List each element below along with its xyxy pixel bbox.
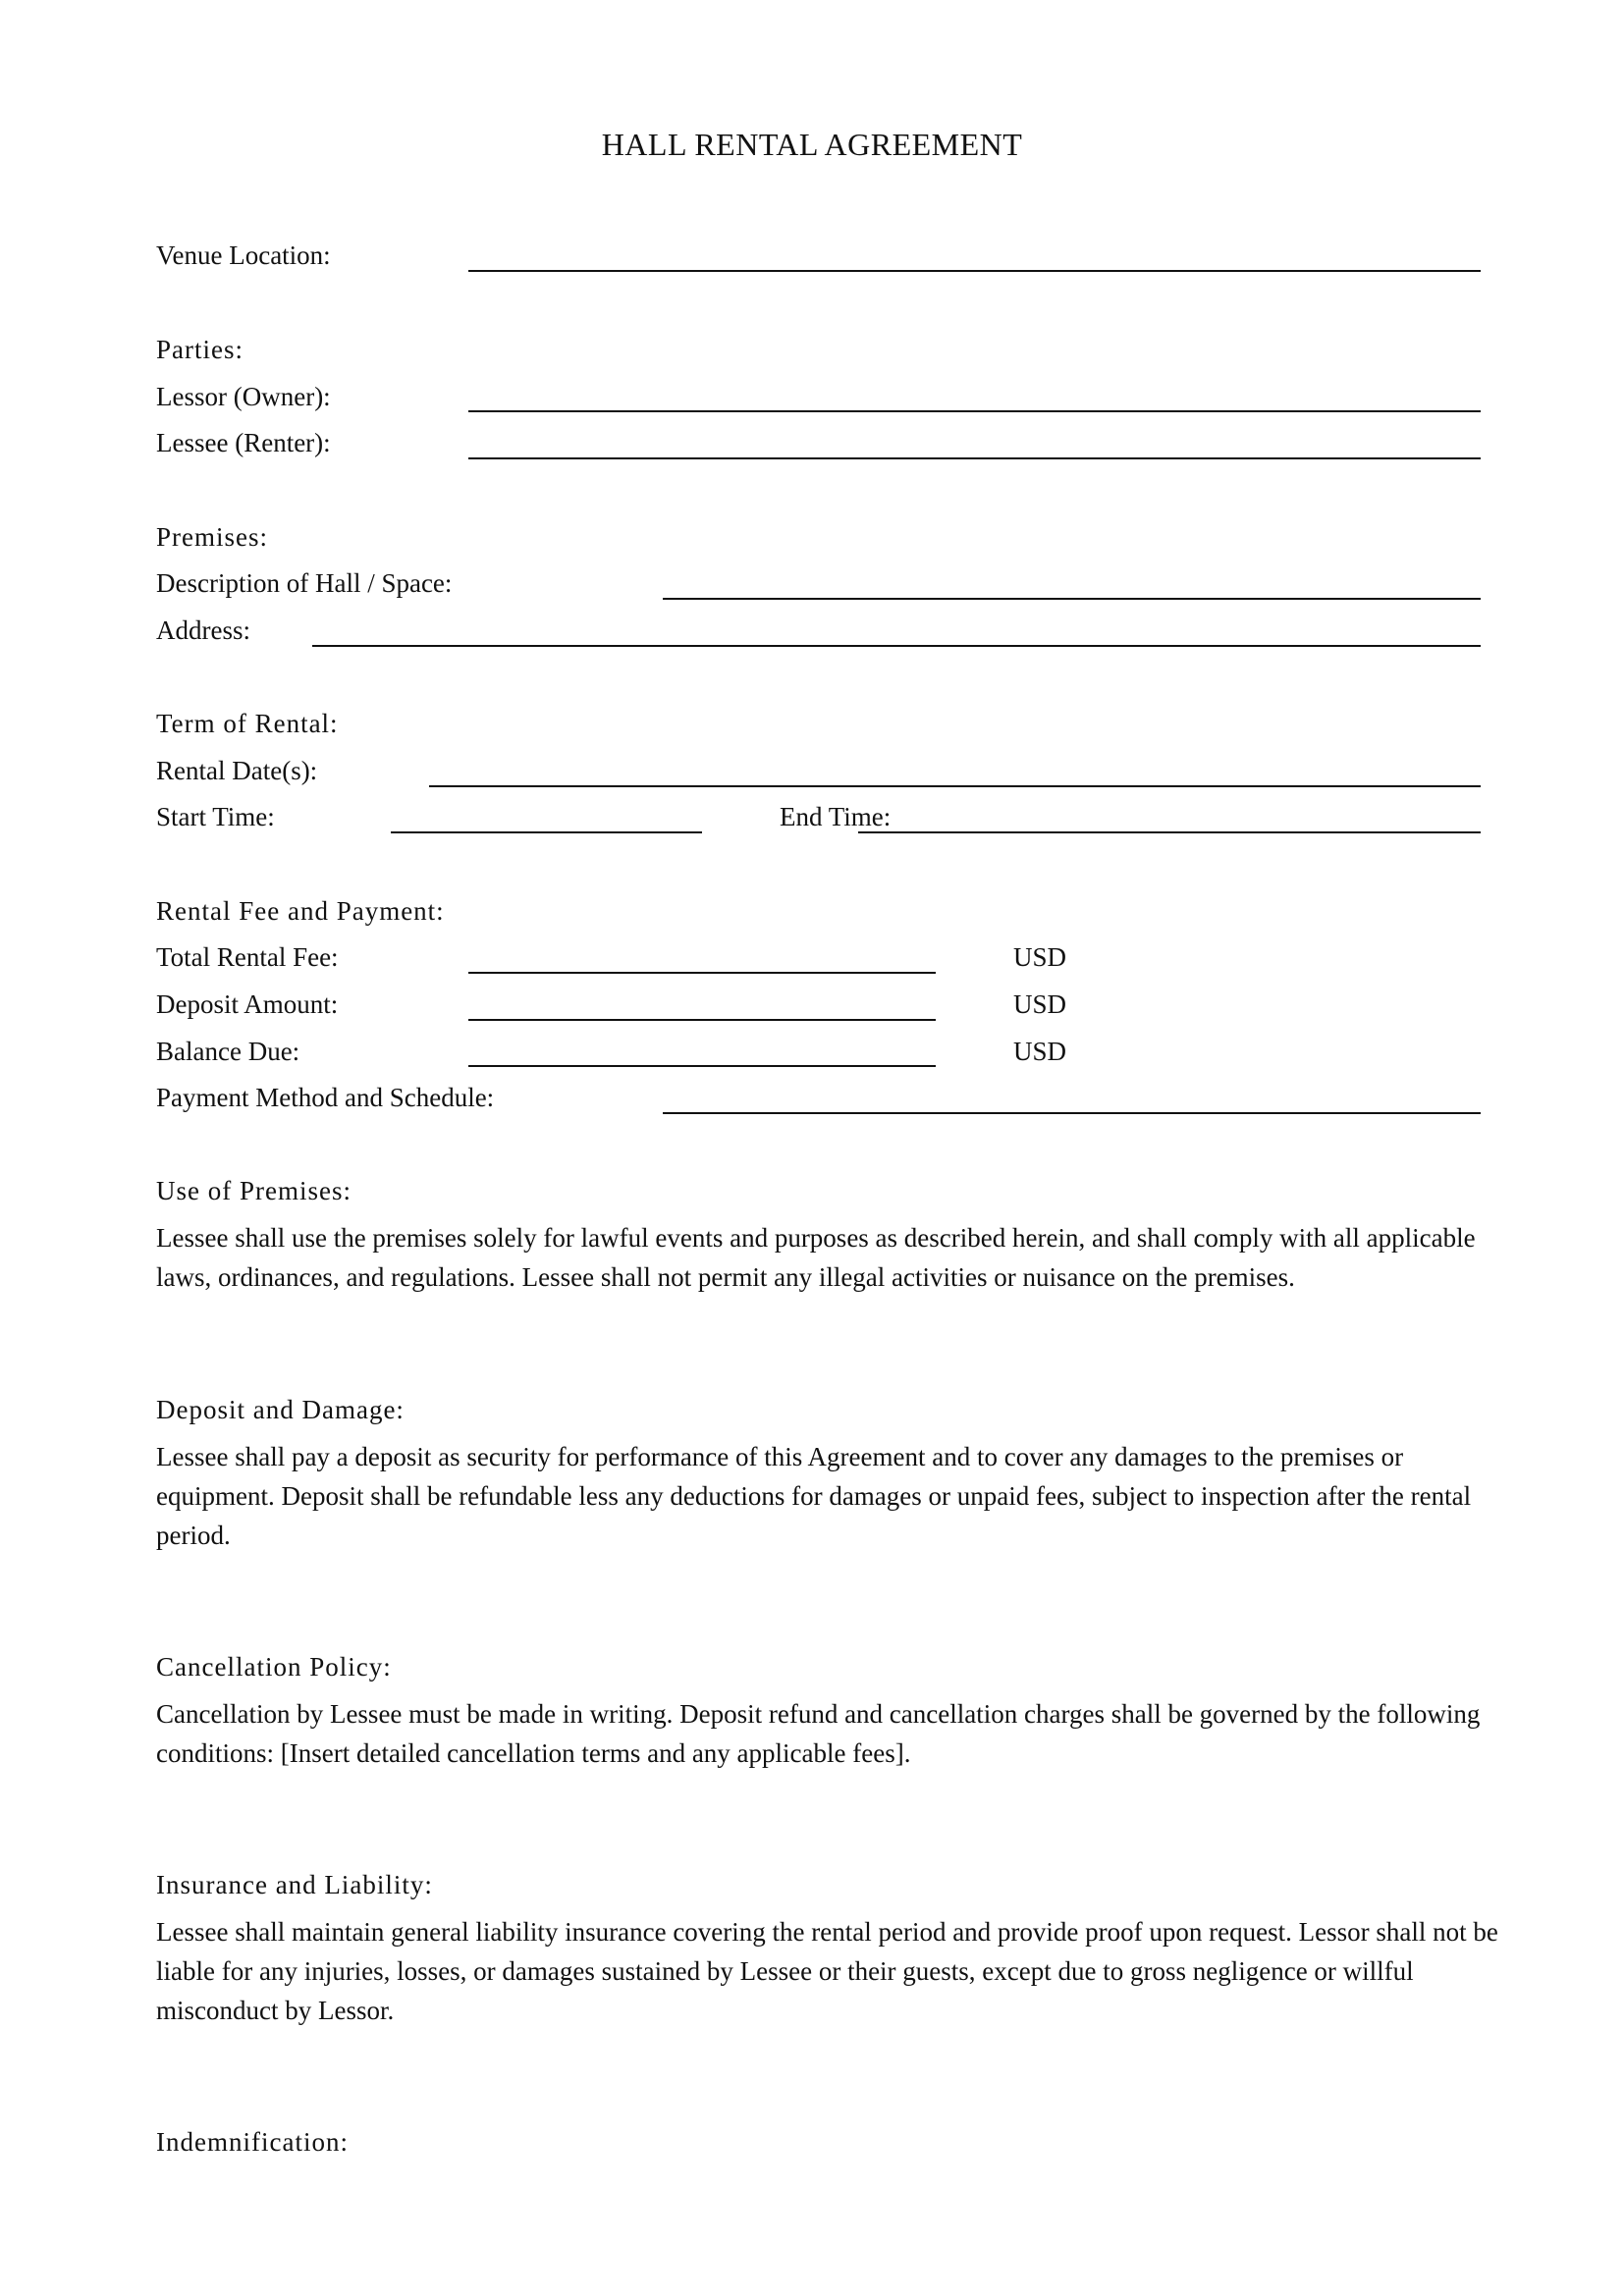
start-time-label: Start Time: — [156, 802, 275, 831]
end-time-field[interactable] — [858, 831, 1481, 833]
use-paragraph: Lessee shall use the premises solely for lawful events and purposes as described herein, and shall comply with all applicable laws, ordinances, and regulations. Lessee shall not permit any illegal activities or nuisance on the premises. — [156, 1223, 1476, 1292]
deposit-amount-label: Deposit Amount: — [156, 989, 339, 1019]
total-fee-currency: USD — [1013, 942, 1067, 972]
lessor-field[interactable] — [468, 410, 1481, 412]
deposit-heading: Deposit and Damage: — [156, 1395, 405, 1424]
balance-due-label: Balance Due: — [156, 1037, 300, 1066]
term-heading: Term of Rental: — [156, 709, 339, 738]
total-fee-field[interactable] — [468, 972, 936, 974]
insurance-heading: Insurance and Liability: — [156, 1870, 433, 1899]
parties-heading: Parties: — [156, 335, 244, 364]
lessor-label: Lessor (Owner): — [156, 382, 331, 411]
address-field[interactable] — [312, 645, 1481, 647]
insurance-paragraph: Lessee shall maintain general liability insurance covering the rental period and provide proof upon request. Lessor shall not be liable for any injuries, losses, or damages sustained by Lessee or their guests, except due to gross negligence or willful misconduct by Lessor. — [156, 1917, 1498, 2025]
total-fee-label: Total Rental Fee: — [156, 942, 339, 972]
venue-location-field[interactable] — [468, 270, 1481, 272]
fees-heading: Rental Fee and Payment: — [156, 896, 445, 926]
balance-due-field[interactable] — [468, 1065, 936, 1067]
address-label: Address: — [156, 615, 250, 645]
deposit-paragraph: Lessee shall pay a deposit as security for performance of this Agreement and to cover any damages to the premises or equipment. Deposit shall be refundable less any deductions for damages or unpaid fees, subject to inspection after the rental period. — [156, 1442, 1472, 1550]
rental-dates-field[interactable] — [429, 785, 1481, 787]
balance-due-currency: USD — [1013, 1037, 1067, 1066]
rental-dates-label: Rental Date(s): — [156, 756, 318, 785]
end-time-label: End Time: — [780, 802, 892, 831]
cancellation-heading: Cancellation Policy: — [156, 1652, 392, 1682]
indemnification-heading: Indemnification: — [156, 2127, 349, 2157]
payment-method-field[interactable] — [663, 1112, 1481, 1114]
hall-description-field[interactable] — [663, 598, 1481, 600]
deposit-amount-currency: USD — [1013, 989, 1067, 1019]
lessee-field[interactable] — [468, 457, 1481, 459]
premises-heading: Premises: — [156, 522, 268, 552]
cancellation-paragraph: Cancellation by Lessee must be made in writing. Deposit refund and cancellation charges shall be governed by the following conditions: [Insert detailed cancellation terms and any applicable fees]. — [156, 1699, 1481, 1768]
payment-method-label: Payment Method and Schedule: — [156, 1083, 495, 1112]
start-time-field[interactable] — [391, 831, 702, 833]
document-title: HALL RENTAL AGREEMENT — [601, 127, 1023, 162]
hall-description-label: Description of Hall / Space: — [156, 568, 453, 598]
use-heading: Use of Premises: — [156, 1176, 352, 1205]
lessee-label: Lessee (Renter): — [156, 428, 331, 457]
venue-location-label: Venue Location: — [156, 240, 331, 270]
deposit-amount-field[interactable] — [468, 1019, 936, 1021]
